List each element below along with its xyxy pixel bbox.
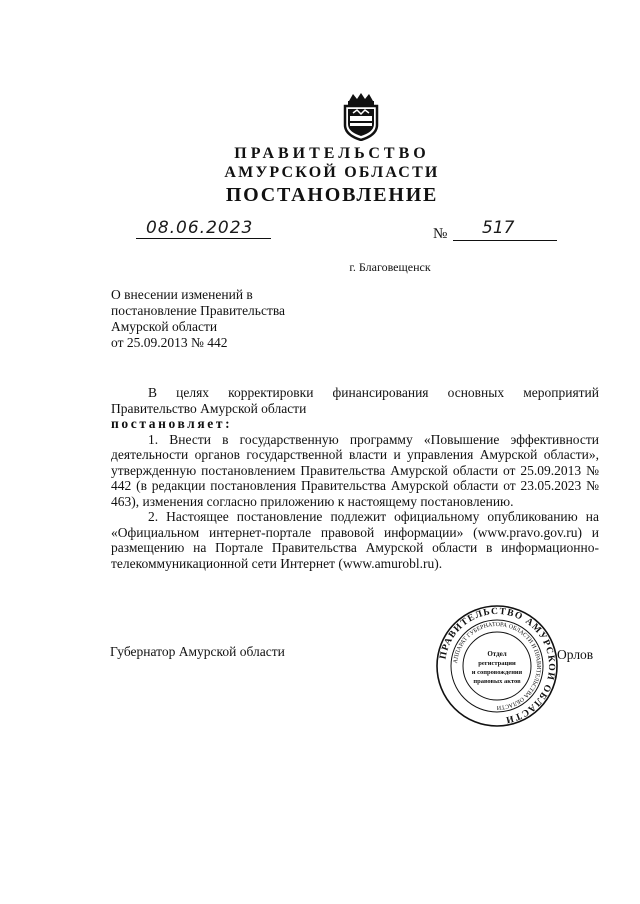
number-underline [453, 240, 557, 241]
signatory-title: Губернатор Амурской области [110, 644, 285, 659]
subject-line: О внесении изменений в [111, 287, 253, 302]
stamp-center-line: правовых актов [473, 678, 521, 685]
body-intro: В целях корректировки финансирования основных мероприятий Правительство Амурской области [111, 385, 599, 416]
official-stamp [425, 604, 569, 728]
subject-line: постановление Правительства [111, 303, 286, 318]
document-body [111, 385, 599, 571]
org-title-line2: АМУРСКОЙ ОБЛАСТИ [224, 164, 440, 181]
stamp-outer-text: ПРАВИТЕЛЬСТВО АМУРСКОЙ ОБЛАСТИ [438, 606, 557, 725]
coat-of-arms-icon [339, 91, 383, 141]
decree-word: постановляет: [111, 416, 233, 431]
body-item-1: 1. Внести в государственную программу «Повышение эффективности деятельности органов государственной власти и управления Амурской области», утвержденную постановлением Правительства Амурской области от 25.09.2013 № 442 (в редакции постановления Правительства Амурской области от 23.05.2023 № 463), изменения согласно приложению к настоящему постановлению. [111, 431, 599, 509]
document-subject [111, 287, 341, 351]
stamp-middle-text: АППАРАТ ГУБЕРНАТОРА ОБЛАСТИ И ПРАВИТЕЛЬСТВА ОБЛАСТИ [453, 621, 542, 711]
document-number: 517 [482, 218, 515, 238]
subject-line: Амурской области [111, 319, 218, 334]
org-title-line1: ПРАВИТЕЛЬСТВО [234, 145, 430, 162]
document-type: ПОСТАНОВЛЕНИЕ [225, 184, 439, 206]
stamp-center-line: и сопровождения [471, 669, 523, 676]
document-date: 08.06.2023 [146, 218, 254, 238]
date-underline [136, 238, 271, 239]
stamp-center-line: регистрации [478, 660, 516, 667]
city-name: г. Благовещенск [349, 260, 431, 274]
subject-line: от 25.09.2013 № 442 [111, 335, 228, 350]
number-label: № [433, 226, 448, 242]
body-item-2: 2. Настоящее постановление подлежит официальному опубликованию на «Официальном интернет-портале правовой информации» (www.pravo.gov.ru) и размещению на Портале Правительства Амурской области в информационно-телекоммуникационной сети Интернет (www.amurobl.ru). [111, 509, 599, 571]
signatory-name: Орлов [557, 647, 594, 662]
stamp-center-line: Отдел [487, 650, 507, 658]
